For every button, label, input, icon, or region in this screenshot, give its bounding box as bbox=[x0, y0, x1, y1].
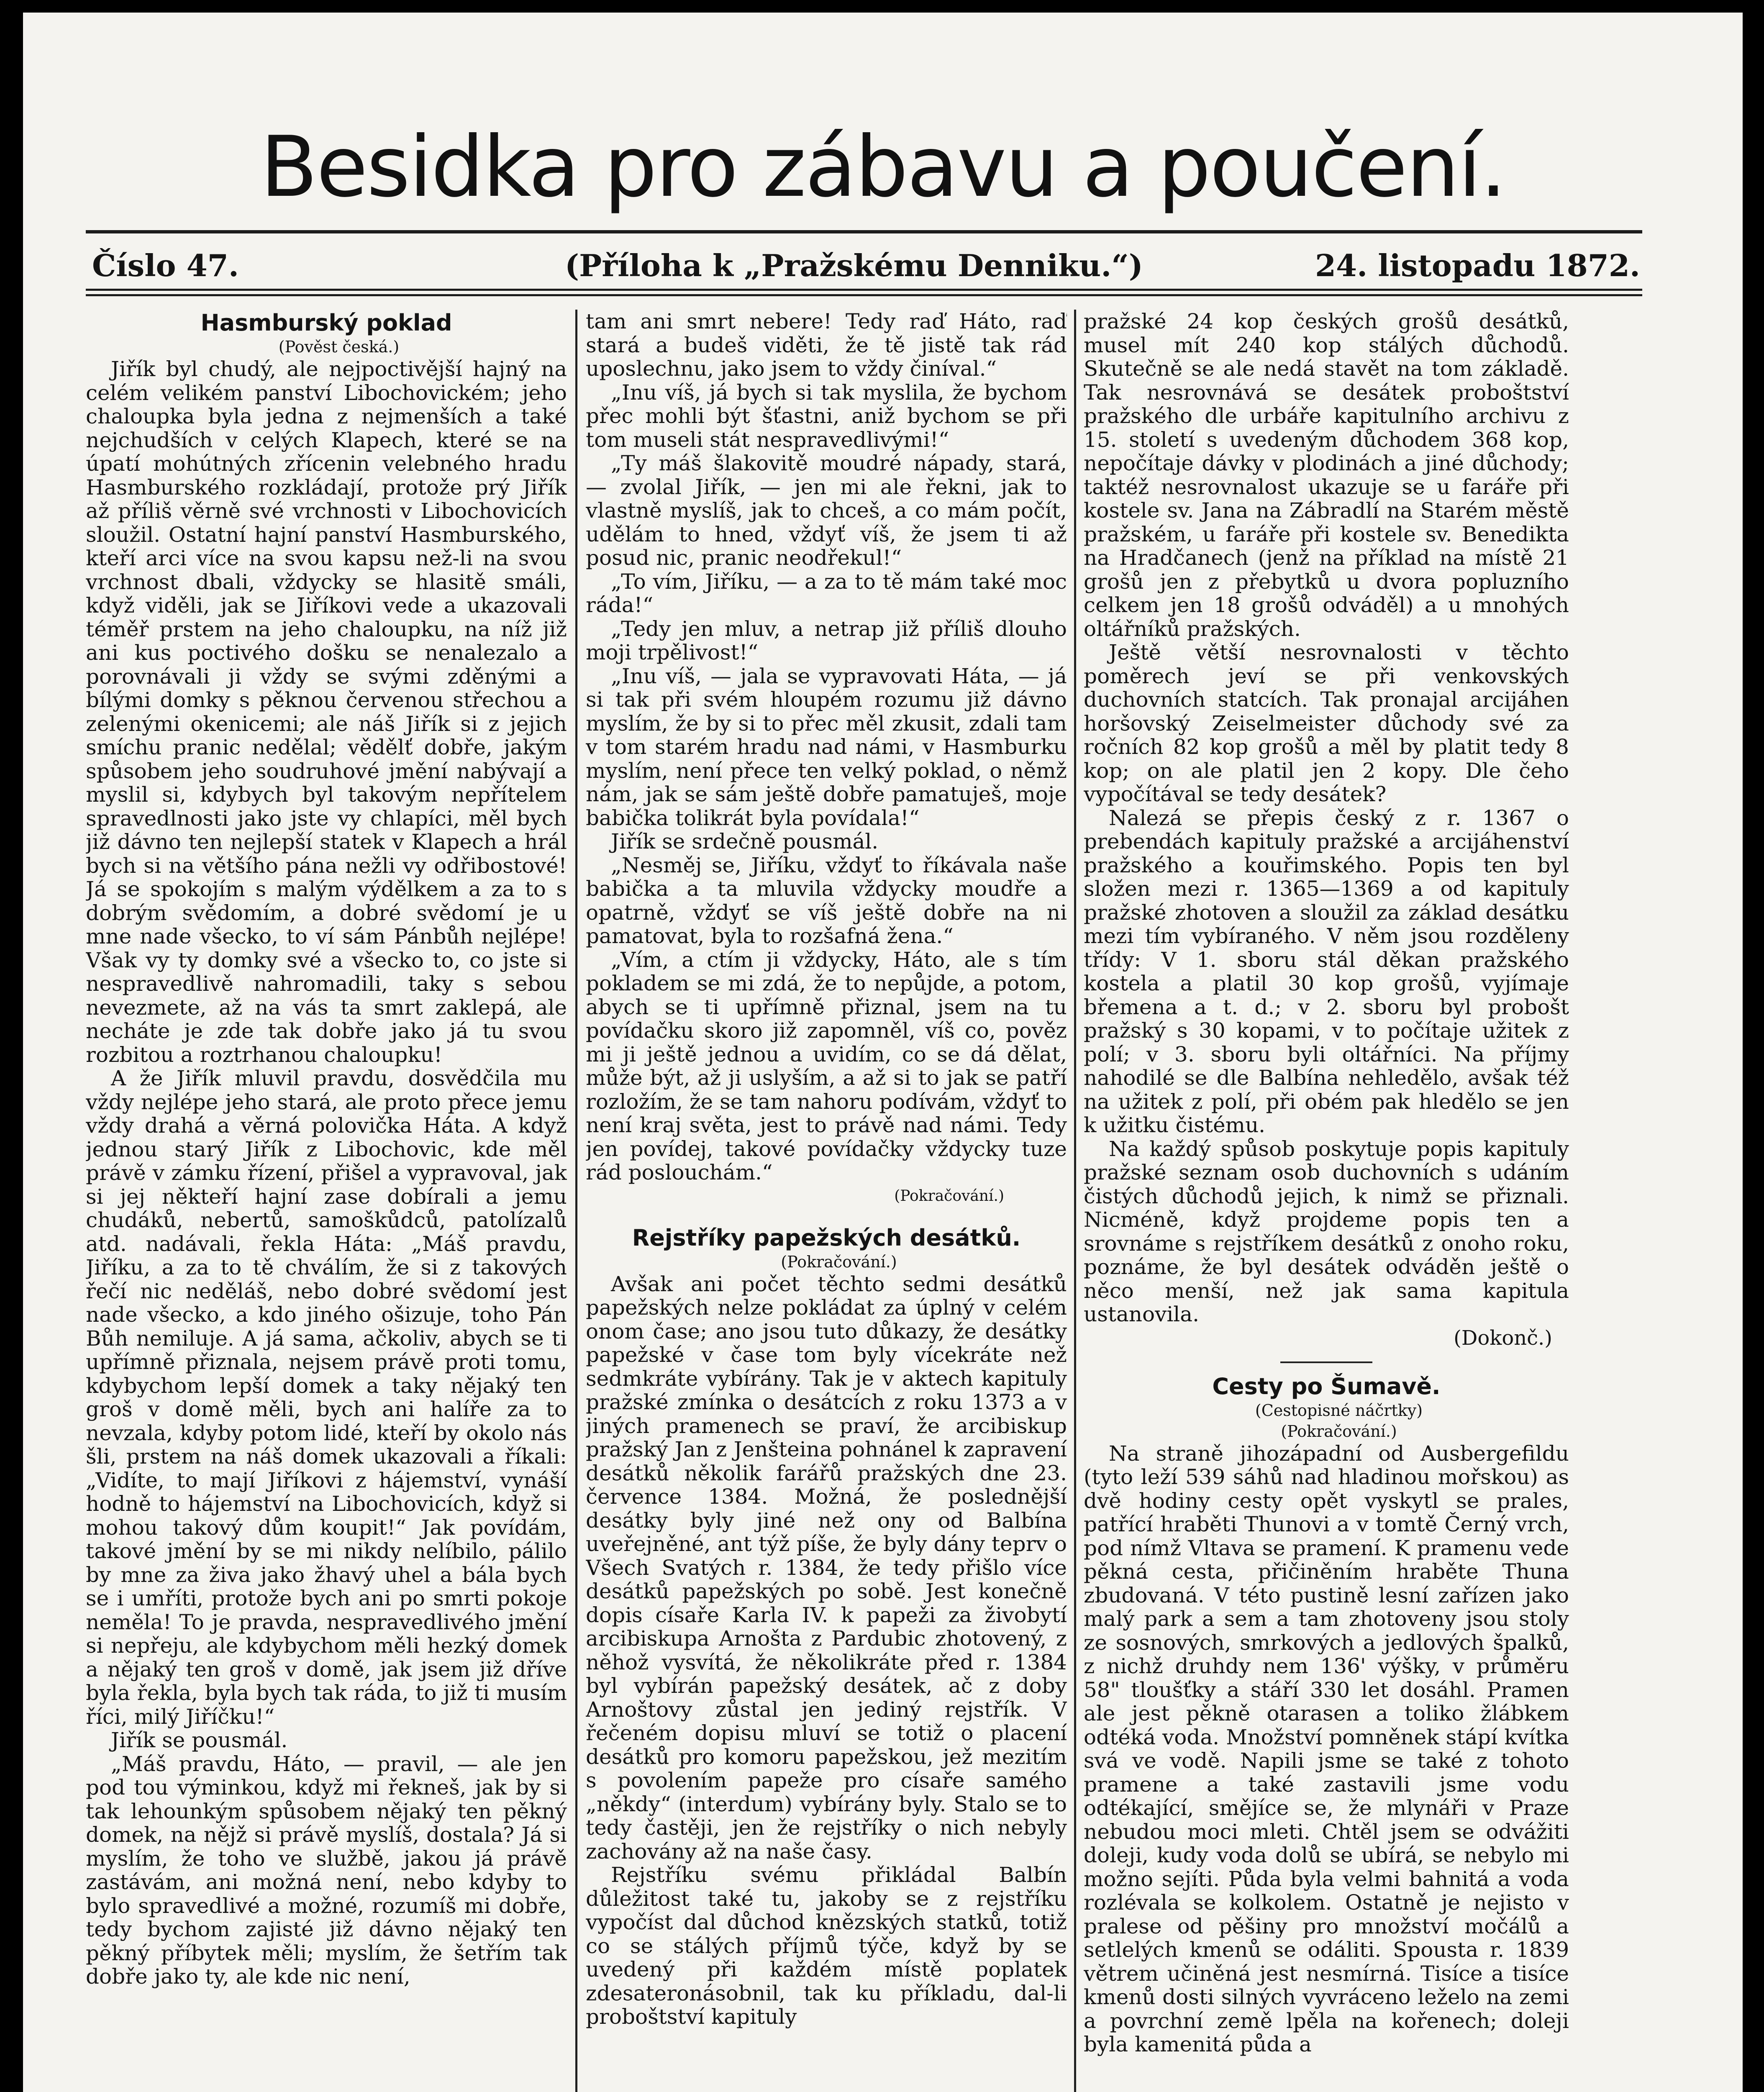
column-divider bbox=[1074, 310, 1076, 2092]
paragraph: „Tedy jen mluv, a netrap již příliš dlouho moji trpělivost!“ bbox=[586, 616, 1067, 664]
continued-note: (Pokračování.) bbox=[1281, 1422, 1397, 1441]
column-divider bbox=[575, 310, 577, 2092]
masthead-rule bbox=[86, 230, 1642, 233]
paragraph: „To vím, Jiříku, — a za to tě mám také moc ráda!“ bbox=[586, 569, 1067, 617]
paragraph: „Nesměj se, Jiříku, vždyť to říkávala naše babička a ta mluvila vždycky moudře a opatrně, vždyť se víš ještě dobře na ni pamatovat, byla to rozšafná žena.“ bbox=[586, 853, 1067, 948]
paragraph: Jiřík se pousmál. bbox=[111, 1728, 288, 1752]
paragraph: „Ty máš šlakovitě moudré nápady, stará, — zvolal Jiřík, — jen mi ale řekni, jak to vlastně myslíš, jak to chceš, a co mám počít, udělám to hned, vždyť víš, že jsem ti až posud nic, pranic neodřekul!“ bbox=[586, 451, 1067, 570]
article-title: Cesty po Šumavě. bbox=[1212, 1373, 1441, 1400]
paragraph: Ještě větší nesrovnalosti v těchto poměrech jeví se při venkovských duchovních statcích. Tak pronajal arcijáhen horšovský Zeiselmeister důchody své za ročních 82 kop grošů a měl by platit tedy 8 kop; on ale platil jen 2 kopy. Dle čeho vypočítával se tedy desátek? bbox=[1084, 640, 1569, 806]
issue-line bbox=[92, 247, 1640, 285]
paragraph: A že Jiřík mluvil pravdu, dosvědčila mu vždy nejlépe jeho stará, ale proto přece jemu vždy drahá a věrná polovička Háta. A když jednou starý Jiřík z Libochovic, kde měl právě v zámku řízení, přišel a vypravoval, jak si jej někteří hajní zase dobírali a jemu chudáků, nebertů, samoškůdců, patolízalů atd. nadávali, řekla Háta: „Máš pravdu, Jiříku, a za to tě chválím, že si z takových řečí nic neděláš, nebo dobré svědomí jest nade všecko, a kdo jiného ošizuje, toho Pán Bůh nemiluje. A já sama, ačkoliv, abych se ti upřímně přiznala, nejsem právě proti tomu, kdybychom lepší domek a taky nějaký ten groš v domě měli, bych ani halíře za to nevzala, kdyby potom lidé, kteří by okolo nás šli, prstem na náš domek ukazovali a říkali: „Vidíte, to mají Jiříkovi z hájemství, vynáší hodně to hájemství na Libochovicích, když si mohou takový dům koupit!“ Jak povídám, takové jmění by se mi nikdy nelíbilo, pálilo by mne za živa jako žhavý uhel a bála bych se i umříti, protože bych ani po smrti pokoje neměla! To je pravda, nespravedlivého jmění si nepřeju, ale kdybychom měli hezký domek a nějaký ten groš v domě, jak jsem již dříve byla řekla, byla bych tak ráda, to již ti musím říci, milý Jiříčku!“ bbox=[86, 1066, 567, 1729]
continued-note: (Pokračování.) bbox=[894, 1187, 1004, 1205]
article-subtitle: (Pokračování.) bbox=[781, 1252, 897, 1271]
paragraph: „Máš pravdu, Háto, — pravil, — ale jen pod tou výminkou, když mi řekneš, jak by si tak lehounkým spůsobem nějaký ten pěkný domek, na nějž si právě myslíš, dostala? Já si myslím, že toho ve službě, jakou já právě zastávám, ani možná není, nebo kdyby to bylo spravedlivé a možné, rozumíš mi dobře, tedy bychom zajisté již dávno nějaký ten pěkný příbytek měli; myslím, že šetřím tak dobře jako ty, ale kde nic není, bbox=[86, 1751, 567, 1989]
article-subtitle: (Pověst česká.) bbox=[278, 338, 400, 356]
column-3 bbox=[1084, 310, 1569, 2092]
column-2 bbox=[586, 310, 1067, 2092]
paragraph: tam ani smrt nebere! Tedy raď Háto, raď stará a budeš viděti, že tě jistě tak rád uposlechnu, jako jsem to vždy činíval.“ bbox=[586, 310, 1067, 381]
paragraph: „Inu víš, já bych si tak myslila, že bychom přec mohli být šťastni, aniž bychom se při tom museli stát nespravedlivými!“ bbox=[586, 380, 1067, 452]
paragraph: Na straně jihozápadní od Ausbergefildu (tyto leží 539 sáhů nad hladinou mořskou) as dvě hodiny cesty opět vyskytl se prales, patřící hraběti Thunovi a v tomtě Černý vrch, pod nímž Vltava se pramení. K pramenu vede pěkná cesta, přičiněním hraběte Thuna zbudovaná. V této pustině lesní zařízen jako malý park a sem a tam zhotoveny jsou stoly ze sosnových, smrkových a jedlových špalků, z nichž druhdy nem 136' výšky, v průměru 58" tloušťky a stáří 330 let dosáhl. Pramen ale jest pěkně otarasen a toliko žlábkem odtéká voda. Množství pomněnek stápí kvítka svá ve vodě. Napili jsme se také z tohoto pramene a také zastavili jsme vodu odtékající, smějíce se, že mlynáři v Praze nebudou moci mleti. Chtěl jsem se odvážiti doleji, kudy voda dolů se ubírá, se nebylo mi možno sejíti. Půda byla velmi bahnitá a voda rozlévala se kolkolem. Ostatně je nejisto v pralese od pěšiny pro množství močálů a setlelých kmenů se odáliti. Spousta r. 1839 větrem učiněná jest nesmírná. Tisíce a tisíce kmenů dosti silných vyvráceno leželo na zemi a povrchní země lpěla na kořenech; doleji byla kamenitá půda a bbox=[1084, 1441, 1569, 2056]
article-separator bbox=[1280, 1361, 1372, 1363]
paragraph: Na každý spůsob poskytuje popis kapituly pražské seznam osob duchovních s udáním čistých důchodů jejich, k nimž se přiznali. Nicméně, když projdeme popis ten a srovnáme s rejstříkem desátků z onoho roku, poznáme, že byl desátek odváděn ještě o něco menší, než jak sama kapitula ustanovila. bbox=[1084, 1136, 1569, 1326]
column-1 bbox=[86, 310, 567, 2092]
concluded-note: (Dokonč.) bbox=[1454, 1326, 1552, 1350]
paragraph: Jiřík se srdečně pousmál. bbox=[611, 829, 879, 854]
spacer bbox=[586, 1208, 1067, 1225]
header-double-rule bbox=[86, 289, 1642, 296]
paragraph: Jiřík byl chudý, ale nejpoctivější hajný na celém velikém panství Libochovickém; jeho chaloupka byla jedna z nejmenších a také nejchudších v celých Klapech, které se na úpatí mohútných zřícenin velebného hradu Hasmburského rozkládají, protože prý Jiřík až příliš věrně své vrchnosti v Libochovicích sloužil. Ostatní hajní panství Hasmburského, kteří arci více na svou kapsu než-li na svou vrchnost dbali, vždycky se hlasitě smáli, když viděli, jak se Jiříkovi vede a ukazovali téměř prstem na jeho chaloupku, na níž již ani kus poctivého došku se nenalezalo a porovnávali ji vždy se svými zděnými a bílými domky s pěknou červenou střechou a zelenými okenicemi; ale náš Jiřík si z jejich smíchu pranic nedělal; vědělť dobře, jakým spůsobem jeho soudruhové jmění nabývají a myslil si, kdybych byl takovým nepřítelem spravedlnosti jako jste vy chlapíci, měl bych již dávno ten nejlepší statek v Klapech a hrál bych si na většího pána nežli vy odřibostové! Já se spokojím s malým výdělkem a za to s dobrým svědomím, a dobré svědomí je u mne nade všecko, to ví sám Pánbůh nejlépe! Však vy ty domky své a všecko to, co jste si nespravedlivě nahromadili, taky s sebou nevezmete, až na vás ta smrt zaklepá, ale necháte je zde tak dobře jako já tu svou rozbitou a roztrhanou chaloupku! bbox=[86, 357, 567, 1067]
paragraph: „Inu víš, — jala se vypravovati Háta, — já si tak při svém hloupém rozumu již dávno myslím, že by si to přec měl zkusit, zdali tam v tom starém hradu nad námi, v Hasmburku myslím, není přece ten velký poklad, o němž nám, jak se sám ještě dobře pamatuješ, moje babička tolikrát byla povídala!“ bbox=[586, 664, 1067, 830]
paragraph: Rejstříku svému přikládal Balbín důležitost také tu, jakoby se z rejstříku vypočíst dal důchod knězských statků, totiž co se stálých příjmů týče, když by se uvedený při každém místě poplatek zdesateronásobnil, tak ku příkladu, dal-li proboštství kapituly bbox=[586, 1863, 1067, 2029]
paragraph: Avšak ani počet těchto sedmi desátků papežských nelze pokládat za úplný v celém onom čase; ano jsou tuto důkazy, že desátky papežské v čase tom byly vícekráte než sedmkráte vybírány. Tak je v aktech kapituly pražské zmínka o desátcích z roku 1373 a v jiných pramenech se praví, že arcibiskup pražský Jan z Jenšteina pohnánel k zapravení desátků několik farářů pražských dne 23. července 1384. Možná, že poslednější desátky byly jiné než ony od Balbína uveřejněné, ant týž píše, že byly dány teprv o Všech Svatých r. 1384, že tedy přišlo více desátků papežských po sobě. Jest konečně dopis císaře Karla IV. k papeži za živobytí arcibiskupa Arnošta z Pardubic zhotovený, z něhož vysvítá, že několikráte před r. 1384 byl vybírán papežský desátek, ač z doby Arnoštovy zůstal jen jediný rejstřík. V řečeném dopisu mluví se totiž o placení desátků pro komoru papežskou, jež mezitím s povolením papeže pro císaře samého „někdy“ (interdum) vybírány byly. Stalo se to tedy častěji, jen že rejstříky o nich nebyly zachovány až na naše časy. bbox=[586, 1272, 1067, 1864]
paragraph: „Vím, a ctím ji vždycky, Háto, ale s tím pokladem se mi zdá, že to nepůjde, a potom, abych se ti upřímně přiznal, jsem na tu povídačku skoro již zapomněl, víš co, pověz mi ji ještě jednou a uvidím, co se dá dělat, může být, až ji uslyším, a až si to jak se patří rozložím, že se tam nahoru podívám, vždyť to není kraj světa, jest to právě nad námi. Tedy jen povídej, takové povídačky vždycky tuze rád poslouchám.“ bbox=[586, 947, 1067, 1184]
masthead-title: Besidka pro zábavu a poučení. bbox=[260, 118, 1505, 216]
issue-date: 24. listopadu 1872. bbox=[1315, 248, 1640, 283]
article-subtitle: (Cestopisné náčrtky) bbox=[1255, 1401, 1423, 1420]
issue-number: Číslo 47. bbox=[92, 248, 239, 283]
supplement-note: (Příloha k „Pražskému Denniku.“) bbox=[565, 248, 1143, 283]
article-title: Rejstříky papežských desátků. bbox=[632, 1224, 1021, 1251]
newspaper-page bbox=[23, 13, 1743, 2092]
paragraph: pražské 24 kop českých grošů desátků, musel mít 240 kop stálých důchodů. Skutečně se ale nedá stavět na tom základě. Tak nesrovnává se desátek proboštství pražského dle urbáře kapitulního archivu z 15. století s uvedeným důchodem 368 kop, nepočítaje dávky v plodinách a jiné důchody; taktéž nesrovnalost ukazuje se u faráře při kostele sv. Jana na Zábradlí na Starém městě pražském, u faráře při kostele sv. Benedikta na Hradčanech (jenž na příklad na místě 21 grošů jen z přebytků u dvora popluzního celkem jen 18 grošů odváděl) a u mnohých oltářníků pražských. bbox=[1084, 310, 1569, 641]
article-title: Hasmburský poklad bbox=[200, 310, 452, 336]
paragraph: Nalezá se přepis český z r. 1367 o prebendách kapituly pražské a arcijáhenství pražského a kouřimského. Popis ten byl složen mezi r. 1365—1369 a od kapituly pražské zhotoven a sloužil za základ desátku mezi tím vybíraného. V něm jsou rozděleny třídy: V 1. sboru stál děkan pražského kostela a platil 30 kop grošů, vyjímaje břemena a t. d.; v 2. sboru byl probošt pražský s 30 kopami, v to počítaje užitek z polí; v 3. sboru byli oltářníci. Na příjmy nahodilé se dle Balbína nehledělo, avšak též na užitek z polí, při obém pak hledělo se jen k užitku čistému. bbox=[1084, 805, 1569, 1137]
